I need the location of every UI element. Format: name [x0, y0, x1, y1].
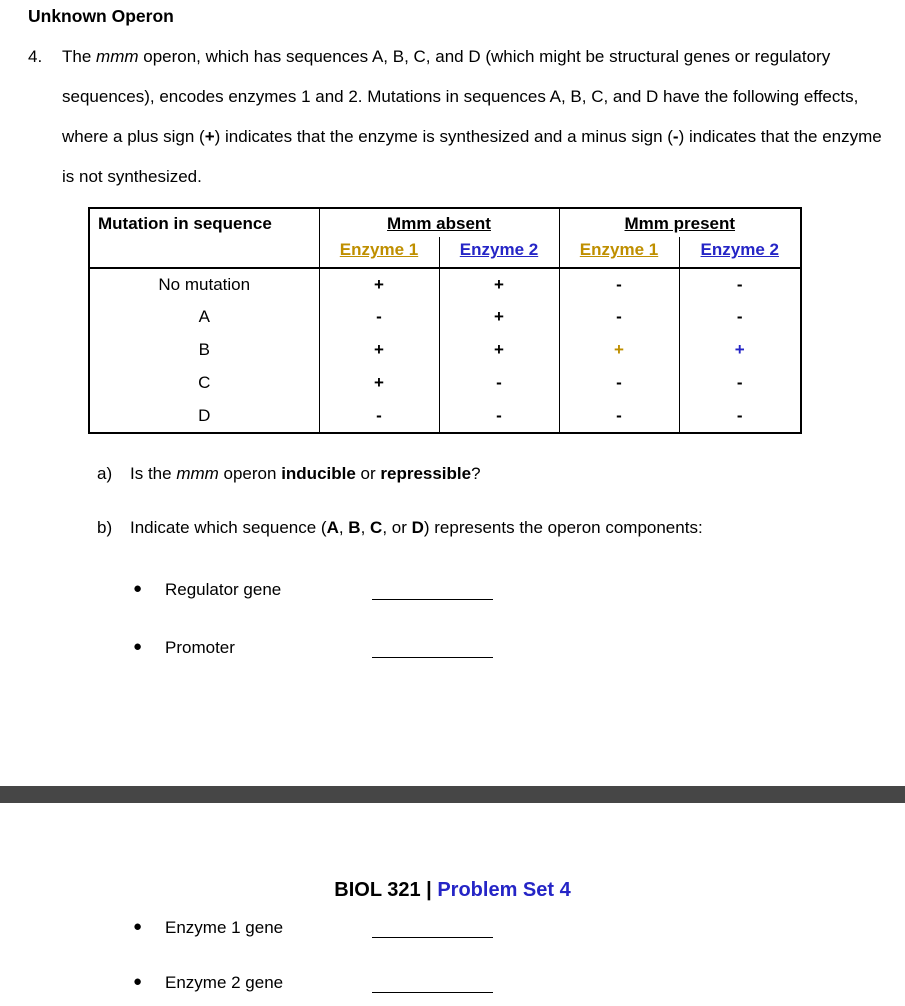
- question-b-text: [130, 518, 703, 538]
- table-row-no-mutation: [89, 268, 801, 301]
- bullet-icon: ●: [133, 918, 143, 936]
- list-item-enzyme1-gene: [133, 916, 905, 938]
- text-seg: ,: [360, 517, 371, 537]
- mutation-table: [88, 207, 802, 434]
- question-a: [97, 464, 905, 484]
- list-item-promoter: [133, 636, 905, 658]
- table-cell: -: [679, 400, 801, 433]
- bullet-icon: ●: [133, 638, 143, 656]
- text-seg: or: [355, 463, 381, 483]
- table-cell: -: [559, 400, 679, 433]
- component-list-bottom: [0, 916, 905, 993]
- table-cell: +: [319, 334, 439, 367]
- text-seg: Is the: [130, 463, 177, 483]
- list-item-regulator-gene: [133, 578, 905, 600]
- table-cell: +: [439, 268, 559, 301]
- table-header-enzyme2-absent: Enzyme 2: [439, 237, 559, 268]
- text-seg: , or: [382, 517, 412, 537]
- question-b: [97, 518, 905, 538]
- table-cell: -: [439, 400, 559, 433]
- component-label: Promoter: [165, 637, 235, 657]
- text-seg: Indicate which sequence (: [130, 517, 327, 537]
- row-label: B: [89, 334, 319, 367]
- table-cell: +: [319, 268, 439, 301]
- operon-name-italic: mmm: [176, 463, 219, 483]
- inducible-bold: inducible: [281, 463, 356, 483]
- table-header-enzyme1-absent: Enzyme 1: [319, 237, 439, 268]
- problem-set-name: Problem Set 4: [437, 878, 571, 901]
- answer-blank-promoter: [372, 640, 493, 658]
- answer-blank-enzyme2-gene: [372, 975, 493, 993]
- seq-c-bold: C: [370, 517, 383, 537]
- question-4: [28, 37, 884, 197]
- seq-d-bold: D: [411, 517, 424, 537]
- question-text-seg: ) indicates that the enzyme is synthesized and a minus sign (: [214, 126, 673, 146]
- page-title: Unknown Operon: [28, 6, 174, 26]
- document-footer: [0, 879, 905, 902]
- page-break-divider: [0, 786, 905, 803]
- question-a-label: a): [97, 463, 113, 483]
- table-cell: +: [319, 367, 439, 400]
- table-cell: -: [559, 268, 679, 301]
- table-header-enzyme2-present: Enzyme 2: [679, 237, 801, 268]
- component-list-top: [0, 578, 905, 658]
- list-item-enzyme2-gene: [133, 971, 905, 993]
- table-cell: -: [679, 367, 801, 400]
- table-cell: +: [439, 334, 559, 367]
- question-text: [62, 37, 882, 197]
- table-header-enzyme1-present: Enzyme 1: [559, 237, 679, 268]
- table-row-b: [89, 334, 801, 367]
- table-cell: +: [679, 334, 801, 367]
- course-code: BIOL 321: [334, 878, 421, 901]
- question-b-label: b): [97, 517, 113, 537]
- bullet-icon: ●: [133, 580, 143, 598]
- footer-separator: |: [426, 878, 432, 901]
- question-number: 4.: [28, 47, 43, 66]
- row-label: No mutation: [89, 268, 319, 301]
- question-text-seg: operon, which has sequences A, B, C, and D (which might be structural genes or regulatory sequences), encodes enzymes 1 and 2. Mutations in sequences A, B, C, and D have the following effects, where a plus sign (: [62, 47, 859, 146]
- table-group-header-row: [89, 208, 801, 237]
- row-label: D: [89, 400, 319, 433]
- row-label: A: [89, 301, 319, 334]
- component-label: Regulator gene: [165, 579, 282, 599]
- table-cell: -: [679, 268, 801, 301]
- plus-sign: +: [204, 126, 215, 146]
- row-label: C: [89, 367, 319, 400]
- text-seg: operon: [218, 463, 282, 483]
- answer-blank-enzyme1-gene: [372, 920, 493, 938]
- answer-blank-regulator-gene: [372, 582, 493, 600]
- minus-sign: -: [672, 126, 679, 146]
- table-row-a: [89, 301, 801, 334]
- question-a-text: [130, 464, 481, 484]
- component-label: Enzyme 1 gene: [165, 917, 284, 937]
- table-cell: -: [439, 367, 559, 400]
- table-cell: -: [559, 367, 679, 400]
- table-header-mmm-present: Mmm present: [559, 208, 801, 237]
- operon-name-italic: mmm: [96, 47, 139, 66]
- table-cell: +: [439, 301, 559, 334]
- table-cell: +: [559, 334, 679, 367]
- question-text-seg: ) indicates that the enzyme is not synthesized.: [62, 126, 882, 186]
- seq-a-bold: A: [326, 517, 339, 537]
- repressible-bold: repressible: [380, 463, 472, 483]
- component-label: Enzyme 2 gene: [165, 972, 284, 992]
- table-cell: -: [559, 301, 679, 334]
- table-header-mmm-absent: Mmm absent: [319, 208, 559, 237]
- table-row-d: [89, 400, 801, 433]
- table-cell: -: [319, 301, 439, 334]
- table-cell: -: [319, 400, 439, 433]
- table-cell: -: [679, 301, 801, 334]
- question-text-seg: The: [62, 47, 97, 66]
- text-seg: ?: [471, 463, 481, 483]
- bullet-icon: ●: [133, 973, 143, 991]
- text-seg: ) represents the operon components:: [423, 517, 703, 537]
- text-seg: ,: [338, 517, 349, 537]
- table-row-c: [89, 367, 801, 400]
- table-header-mutation-in-sequence: Mutation in sequence: [89, 208, 319, 268]
- seq-b-bold: B: [348, 517, 361, 537]
